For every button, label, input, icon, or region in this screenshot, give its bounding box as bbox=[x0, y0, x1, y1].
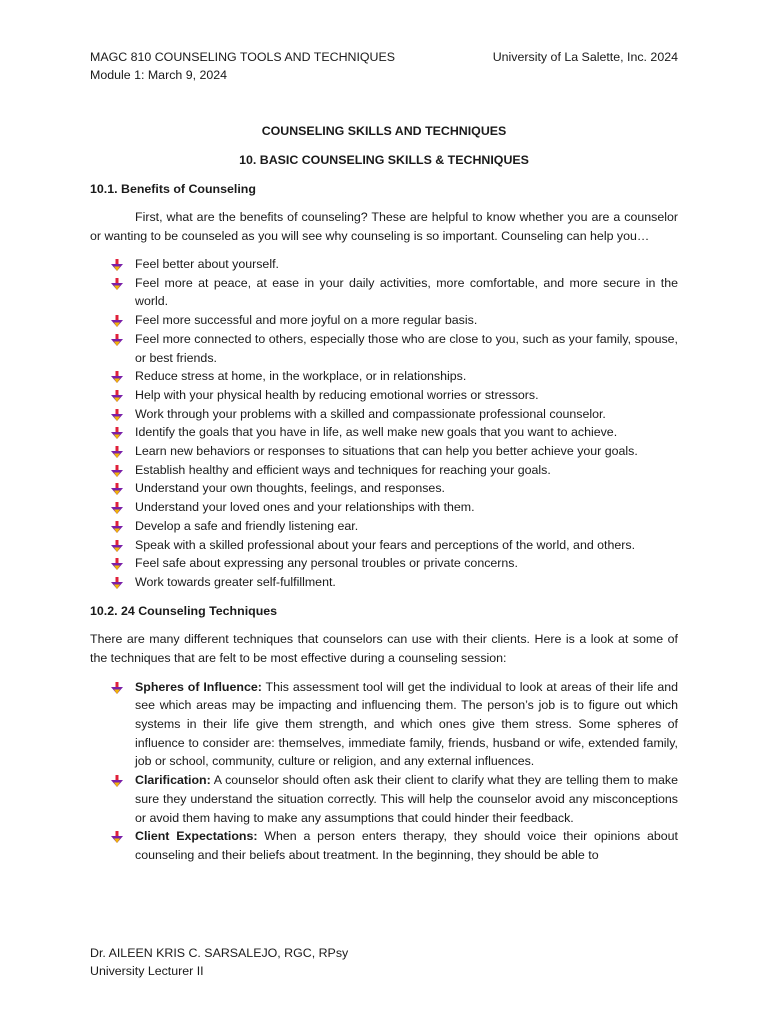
technique-term: Clarification: bbox=[135, 773, 211, 788]
benefit-text: Establish healthy and efficient ways and techniques for reaching your goals. bbox=[135, 462, 551, 477]
benefit-item bbox=[90, 255, 678, 274]
benefit-text: Feel safe about expressing any personal troubles or private concerns. bbox=[135, 556, 518, 571]
arrow-down-bullet-icon bbox=[111, 682, 123, 694]
arrow-down-bullet-icon bbox=[111, 831, 123, 843]
benefit-item bbox=[90, 274, 678, 311]
technique-item bbox=[90, 678, 678, 772]
course-title: MAGC 810 COUNSELING TOOLS AND TECHNIQUES bbox=[90, 50, 396, 64]
page-header bbox=[90, 48, 678, 84]
benefit-item bbox=[90, 405, 678, 424]
arrow-down-bullet-icon bbox=[111, 540, 123, 552]
arrow-down-bullet-icon bbox=[111, 521, 123, 533]
benefit-text: Feel more at peace, at ease in your daily activities, more comfortable, and more secure in the world. bbox=[135, 275, 678, 309]
arrow-down-bullet-icon bbox=[111, 278, 123, 290]
arrow-down-bullet-icon bbox=[111, 446, 123, 458]
technique-term: Spheres of Influence: bbox=[135, 679, 262, 694]
arrow-down-bullet-icon bbox=[111, 558, 123, 570]
arrow-down-bullet-icon bbox=[111, 334, 123, 346]
section-title: 10. BASIC COUNSELING SKILLS & TECHNIQUES bbox=[239, 153, 529, 167]
technique-description: This assessment tool will get the individual to look at areas of their life and see which areas may be impacting and influencing them. The person’s job is to figure out which systems in their life give them strength, and which ones give them stress. Some spheres of influence to consider are: themselves, immediate family, friends, husband or wife, extended family, job or school, community, culture or religion, and any external influences. bbox=[135, 679, 678, 769]
arrow-down-bullet-icon bbox=[111, 775, 123, 787]
techniques-list bbox=[90, 678, 678, 865]
benefit-text: Work towards greater self-fulfillment. bbox=[135, 574, 336, 589]
benefit-item bbox=[90, 461, 678, 480]
benefit-item bbox=[90, 330, 678, 367]
arrow-down-bullet-icon bbox=[111, 409, 123, 421]
techniques-intro: There are many different techniques that counselors can use with their clients. Here is a look at some of the techniques that are felt to be most effective during a counseling session: bbox=[90, 631, 678, 665]
arrow-down-bullet-icon bbox=[111, 577, 123, 589]
technique-item bbox=[90, 771, 678, 827]
benefit-text: Speak with a skilled professional about your fears and perceptions of the world, and others. bbox=[135, 537, 636, 552]
benefit-item bbox=[90, 442, 678, 461]
benefit-text: Learn new behaviors or responses to situations that can help you better achieve your goals. bbox=[135, 444, 638, 459]
arrow-down-bullet-icon bbox=[111, 259, 123, 271]
technique-description: A counselor should often ask their client to clarify what they are telling them to make sure they understand the situation correctly. This will help the counselor avoid any misconceptions or avoid them having to make any assumptions that could hinder their feedback. bbox=[135, 773, 678, 825]
benefit-text: Understand your loved ones and your relationships with them. bbox=[135, 500, 475, 515]
arrow-down-bullet-icon bbox=[111, 465, 123, 477]
technique-term: Client Expectations: bbox=[135, 829, 258, 844]
benefit-item bbox=[90, 498, 678, 517]
benefit-text: Work through your problems with a skilled and compassionate professional counselor. bbox=[135, 406, 606, 421]
main-title: COUNSELING SKILLS AND TECHNIQUES bbox=[261, 124, 507, 138]
arrow-down-bullet-icon bbox=[111, 483, 123, 495]
benefit-item bbox=[90, 479, 678, 498]
benefit-text: Identify the goals that you have in life, as well make new goals that you want to achieve. bbox=[135, 425, 618, 440]
benefit-item bbox=[90, 367, 678, 386]
benefit-item bbox=[90, 517, 678, 536]
benefit-text: Develop a safe and friendly listening ear. bbox=[135, 518, 359, 533]
benefit-item bbox=[90, 536, 678, 555]
benefit-item bbox=[90, 311, 678, 330]
benefit-item bbox=[90, 386, 678, 405]
benefits-heading: 10.1. Benefits of Counseling bbox=[90, 182, 256, 196]
arrow-down-bullet-icon bbox=[111, 502, 123, 514]
author-position: University Lecturer II bbox=[90, 964, 204, 978]
benefit-item bbox=[90, 554, 678, 573]
benefit-item bbox=[90, 573, 678, 592]
technique-description: When a person enters therapy, they should voice their opinions about counseling and their beliefs about treatment. In the beginning, they should be able to bbox=[135, 829, 678, 862]
arrow-down-bullet-icon bbox=[111, 427, 123, 439]
page-footer bbox=[90, 944, 348, 980]
arrow-down-bullet-icon bbox=[111, 371, 123, 383]
module-date: Module 1: March 9, 2024 bbox=[90, 68, 228, 82]
techniques-heading: 10.2. 24 Counseling Techniques bbox=[90, 603, 278, 618]
technique-item bbox=[90, 827, 678, 864]
institution-name: University of La Salette, Inc. 2024 bbox=[492, 50, 678, 64]
author-name: Dr. AILEEN KRIS C. SARSALEJO, RGC, RPsy bbox=[90, 946, 349, 960]
benefits-list bbox=[90, 255, 678, 592]
document-body bbox=[90, 122, 678, 865]
benefit-text: Help with your physical health by reducing emotional worries or stressors. bbox=[135, 387, 539, 402]
benefit-text: Feel more successful and more joyful on a more regular basis. bbox=[135, 313, 478, 328]
benefit-text: Feel better about yourself. bbox=[135, 257, 279, 271]
benefits-intro: First, what are the benefits of counseling? These are helpful to know whether you are a counselor or wanting to be counseled as you will see why counseling is so important. Counseling can help you… bbox=[90, 210, 678, 243]
arrow-down-bullet-icon bbox=[111, 315, 123, 327]
benefit-text: Understand your own thoughts, feelings, and responses. bbox=[135, 481, 445, 496]
arrow-down-bullet-icon bbox=[111, 390, 123, 402]
benefit-item bbox=[90, 423, 678, 442]
benefit-text: Feel more connected to others, especially those who are close to you, such as your family, spouse, or best friends. bbox=[135, 331, 678, 365]
benefit-text: Reduce stress at home, in the workplace, or in relationships. bbox=[135, 369, 467, 384]
